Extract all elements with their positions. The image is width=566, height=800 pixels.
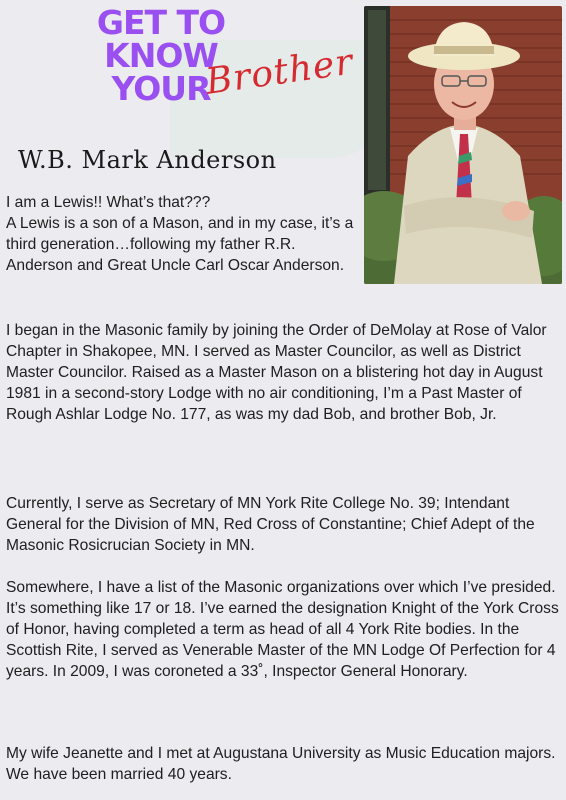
intro-line-1: I am a Lewis!! What’s that??? (6, 194, 211, 211)
paragraph-demolay: I began in the Masonic family by joining the Order of DeMolay at Rose of Valor Chapter in Shakopee, MN. I served as Master Councilor, as well as District Master Councilor. Raised as a Master Mason on a blistering hot day in August 1981 in a second-story Lodge with no air conditioning, I’m a Past Master of Rough Ashlar Lodge No. 177, as was my dad Bob, and brother Bob, Jr. (6, 322, 547, 423)
headline-line-1: GET TO KNOW (96, 3, 226, 75)
intro-block (6, 192, 362, 276)
intro-line-2: A Lewis is a son of a Mason, and in my case, it’s a third generation…following my father R.R. Anderson and Great Uncle Carl Oscar Anderson. (6, 215, 354, 274)
paragraph-family: My wife Jeanette and I met at Augustana University as Music Education majors. We have been married 40 years. (6, 745, 556, 783)
paragraph-organizations: Somewhere, I have a list of the Masonic organizations over which I’ve presided. It’s something like 17 or 18. I’ve earned the designation Knight of the York Cross of Honor, having completed a term as head of all 4 York Rite bodies. In the Scottish Rite, I served as Venerable Master of the MN Lodge Of Perfection for 4 years. In 2009, I was coroneted a 33˚, Inspector General Honorary. (6, 579, 559, 680)
paragraph-current-roles: Currently, I serve as Secretary of MN York Rite College No. 39; Intendant General for the Division of MN, Red Cross of Constantine; Chief Adept of the Masonic Rosicrucian Society in MN. (6, 495, 535, 554)
script-word-brother: Brother (203, 41, 356, 103)
headline-line-2: YOUR (111, 69, 211, 108)
member-photo (364, 6, 562, 284)
member-name: W.B. Mark Anderson (18, 146, 277, 174)
